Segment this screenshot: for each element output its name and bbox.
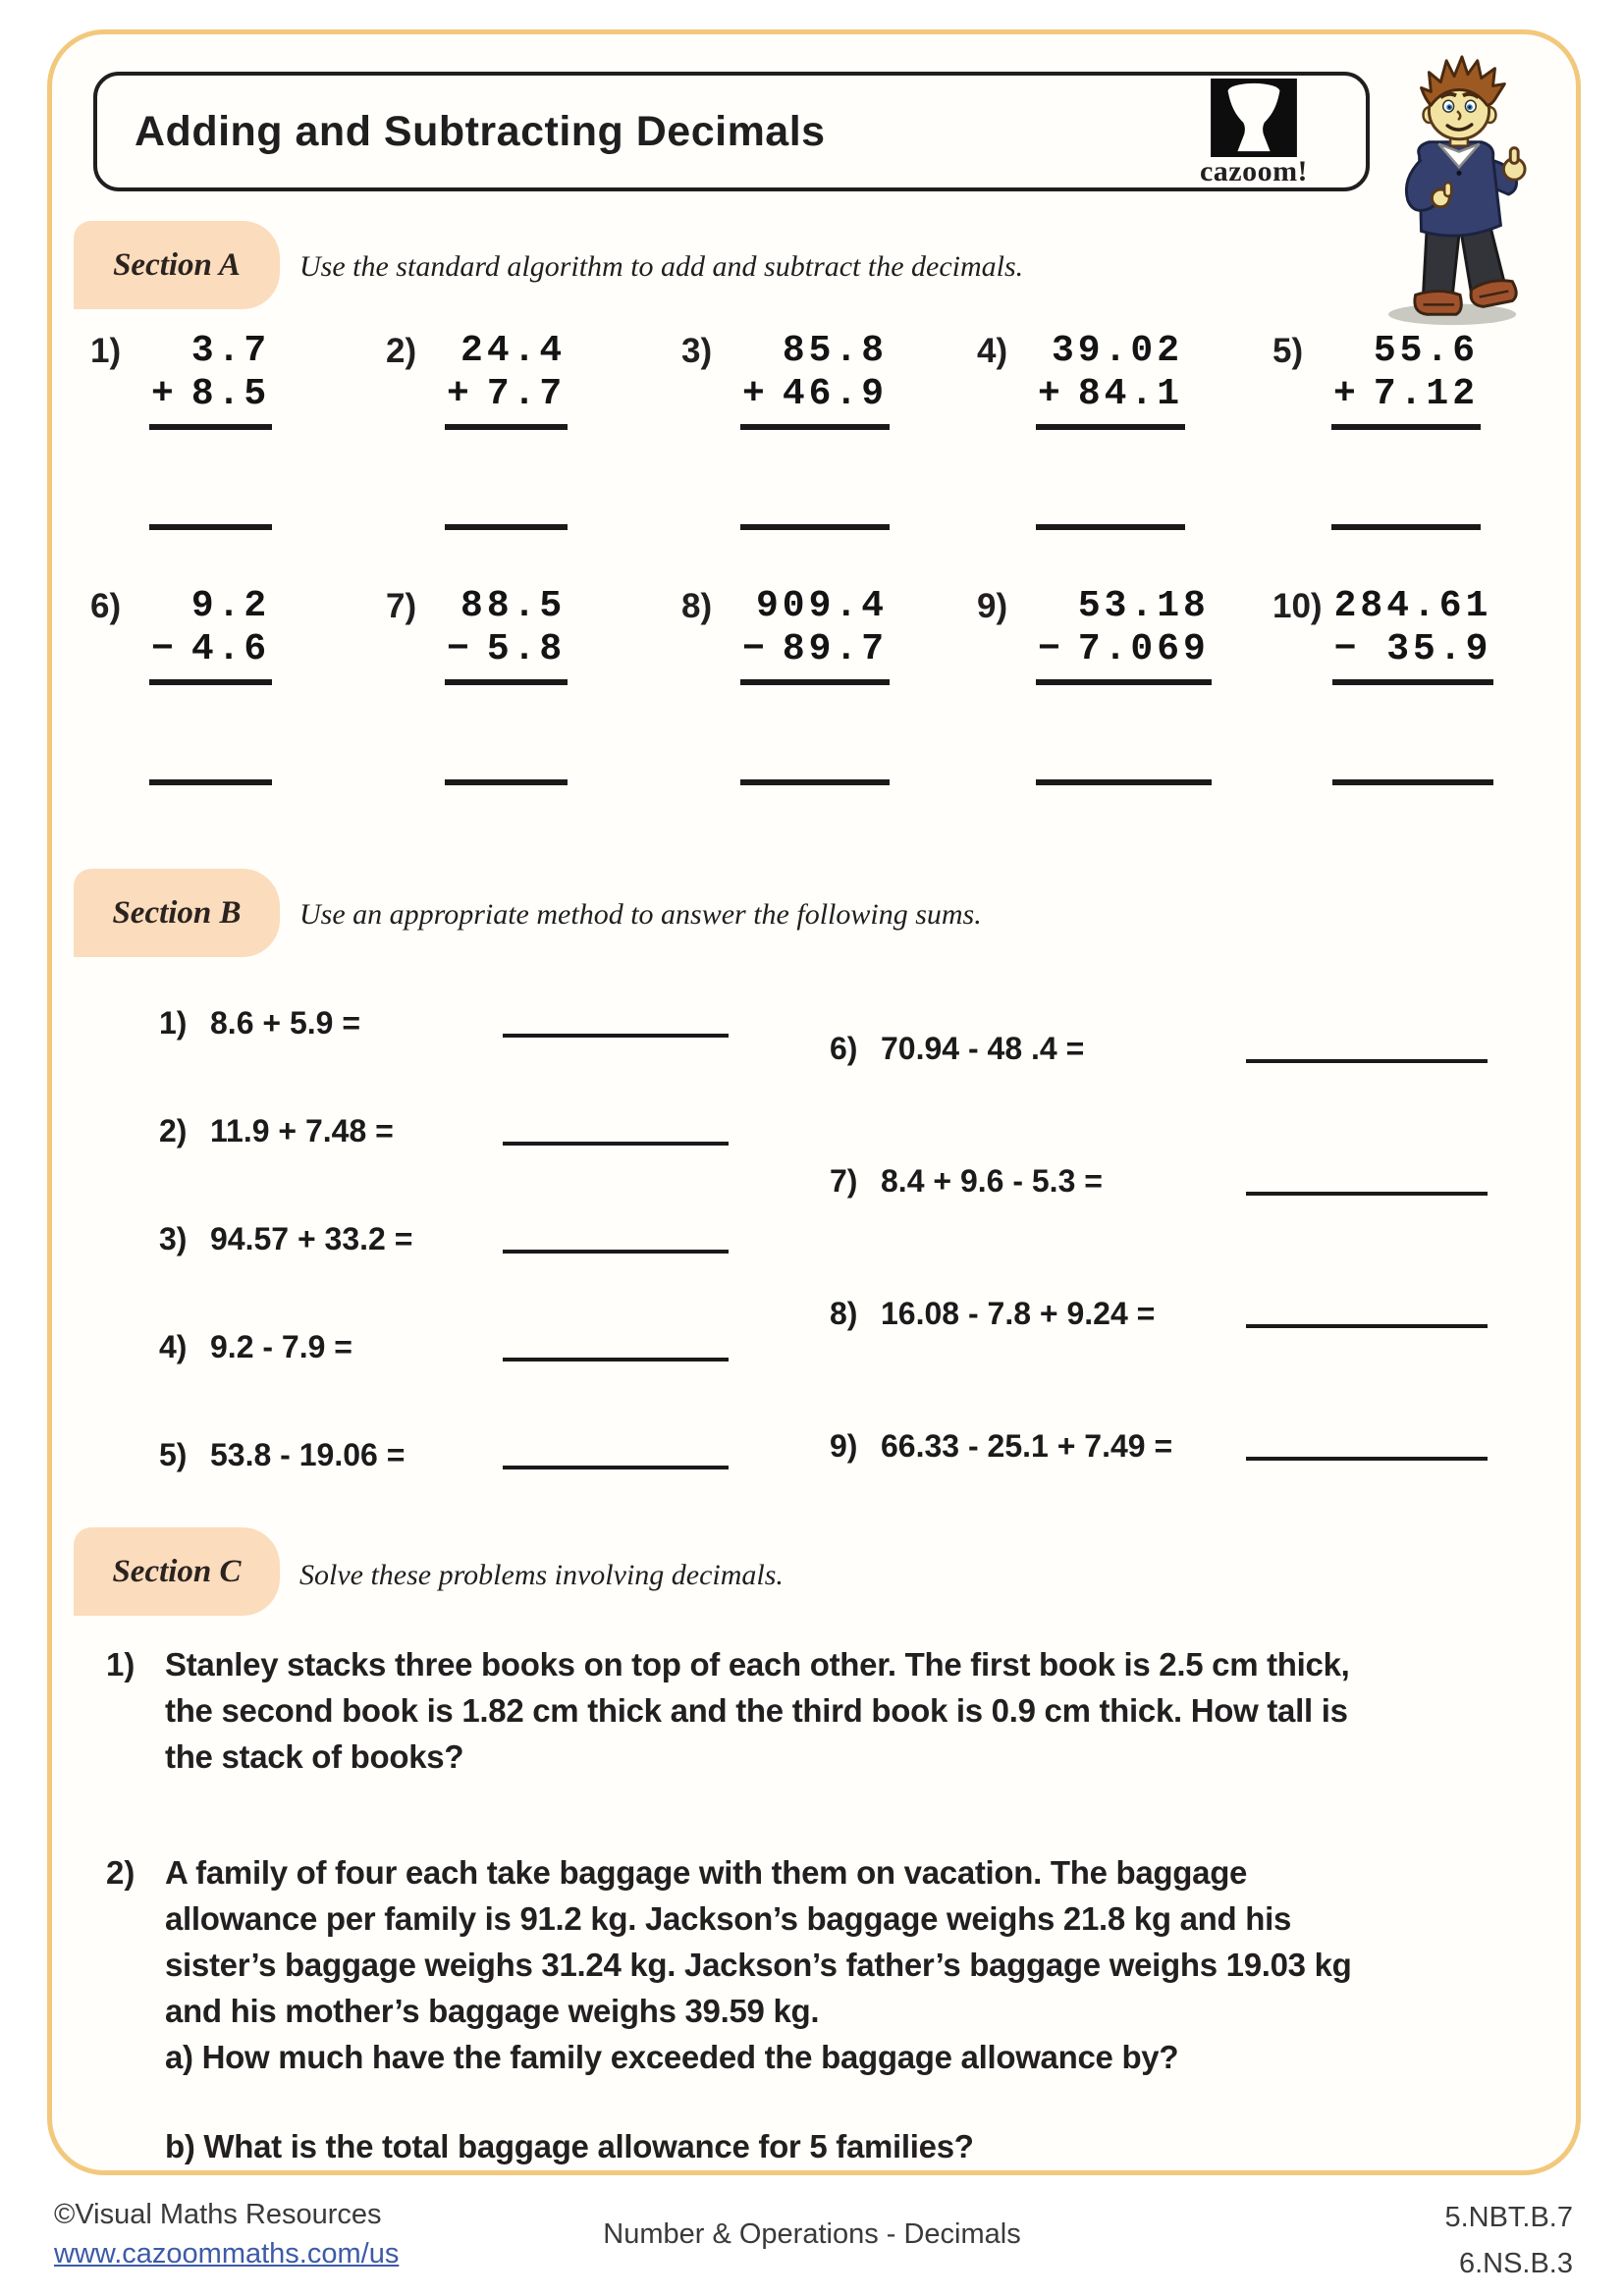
section-c-label: Section C [74, 1527, 280, 1616]
answer-line [503, 1034, 729, 1038]
word-problem-1 [106, 1641, 1567, 1780]
answer-line [503, 1250, 729, 1254]
problem-number: 6) [830, 1031, 858, 1066]
vertical-problem [386, 330, 681, 530]
operator: + [447, 373, 473, 415]
answer-line [1036, 524, 1185, 530]
problem-operands [445, 330, 568, 430]
bottom-operand-row [1333, 373, 1479, 416]
text-line: Stanley stacks three books on top of each other. The first book is 2.5 cm thick, [165, 1646, 1350, 1682]
problem-work-area [740, 330, 890, 530]
problem-number: 4) [977, 332, 1008, 370]
problem-number: 2) [106, 1854, 135, 1891]
problem-number: 4) [159, 1329, 188, 1364]
standard-code: 6.NS.B.3 [1458, 2248, 1573, 2279]
answer-line [1331, 524, 1481, 530]
operator: − [447, 628, 473, 670]
problem-number: 9) [830, 1428, 858, 1464]
problem-number: 3) [159, 1221, 188, 1256]
bottom-operand-row [1038, 628, 1210, 671]
footer-link[interactable]: www.cazoommaths.com/us [54, 2238, 400, 2269]
vertical-problem [386, 585, 681, 785]
problem-operands [149, 330, 272, 430]
vertical-problem [1272, 585, 1568, 785]
top-operand: 53.18 [1077, 585, 1210, 627]
section-b-left-column [159, 1003, 729, 1474]
text-line: A family of four each take baggage with them on vacation. The baggage [165, 1854, 1248, 1891]
section-a-row-2 [90, 585, 1583, 785]
sub-question: b) What is the total baggage allowance for 5 families? [165, 2128, 974, 2164]
expression: 8.6 + 5.9 = [210, 1005, 361, 1041]
expression: 66.33 - 25.1 + 7.49 = [881, 1428, 1173, 1464]
answer-line [503, 1466, 729, 1469]
answer-line [740, 524, 890, 530]
text-line: and his mother’s baggage weighs 39.59 kg. [165, 1993, 820, 2029]
worksheet-header [93, 72, 1370, 191]
problem-number: 1) [90, 332, 122, 370]
problem-operands [740, 330, 890, 430]
top-operand: 284.61 [1333, 585, 1492, 627]
section-a-label: Section A [74, 221, 280, 309]
text-line: allowance per family is 91.2 kg. Jackson’s baggage weighs 21.8 kg and his [165, 1900, 1292, 1937]
bottom-operand: 7.12 [1373, 373, 1480, 415]
bottom-operand: 5.8 [486, 628, 567, 670]
bottom-operand-row [1334, 628, 1492, 671]
problem-operands [1331, 330, 1481, 430]
vertical-problem [977, 585, 1272, 785]
answer-line [503, 1358, 729, 1362]
problem-number: 8) [830, 1296, 858, 1331]
sum-item [159, 1435, 729, 1474]
expression: 53.8 - 19.06 = [210, 1437, 406, 1472]
problem-work-area [1036, 330, 1185, 530]
problem-work-area [1331, 330, 1481, 530]
operator: + [742, 373, 769, 415]
bottom-operand-row [151, 373, 270, 416]
expression: 11.9 + 7.48 = [210, 1113, 394, 1148]
cazoom-logo [1179, 79, 1328, 188]
problem-work-area [1036, 585, 1212, 785]
answer-line [1036, 779, 1212, 785]
operator: − [742, 628, 769, 670]
expression: 70.94 - 48 .4 = [881, 1031, 1085, 1066]
problem-operands [1332, 585, 1494, 685]
top-operand: 85.8 [782, 330, 889, 372]
problem-number: 1) [159, 1005, 188, 1041]
answer-line [1246, 1059, 1488, 1063]
word-problem-2 [106, 1849, 1567, 2169]
section-b-label: Section B [74, 869, 280, 957]
sum-item [159, 1111, 729, 1150]
word-problem-text [165, 1641, 1350, 1780]
section-b-instruction: Use an appropriate method to answer the following sums. [299, 898, 982, 931]
bottom-operand: 84.1 [1077, 373, 1184, 415]
bottom-operand-row [742, 628, 888, 671]
problem-operands [445, 585, 568, 685]
word-problem-text [165, 1849, 1352, 2169]
operator: − [151, 628, 178, 670]
text-line: sister’s baggage weighs 31.24 kg. Jackson’s father’s baggage weighs 19.03 kg [165, 1947, 1352, 1983]
answer-line [503, 1142, 729, 1146]
section-a-instruction: Use the standard algorithm to add and subtract the decimals. [299, 250, 1024, 283]
bottom-operand: 7.7 [486, 373, 567, 415]
bottom-operand-row [1038, 373, 1183, 416]
text-line: the second book is 1.82 cm thick and the third book is 0.9 cm thick. How tall is [165, 1692, 1348, 1729]
sum-item [830, 1029, 1488, 1068]
section-b-right-column [830, 1029, 1488, 1466]
problem-number: 9) [977, 587, 1008, 625]
problem-operands [1036, 585, 1212, 685]
expression: 16.08 - 7.8 + 9.24 = [881, 1296, 1156, 1331]
answer-line [1246, 1192, 1488, 1196]
vertical-problem [90, 330, 386, 530]
page-title: Adding and Subtracting Decimals [135, 107, 826, 155]
problem-number: 5) [159, 1437, 188, 1472]
problem-work-area [740, 585, 890, 785]
answer-line [1332, 779, 1494, 785]
problem-operands [1036, 330, 1185, 430]
vertical-problem [1272, 330, 1568, 530]
problem-number: 5) [1272, 332, 1304, 370]
problem-number: 8) [681, 587, 713, 625]
operator: + [1333, 373, 1360, 415]
problem-number: 2) [386, 332, 417, 370]
vertical-problem [681, 330, 977, 530]
problem-work-area [149, 585, 272, 785]
top-operand: 909.4 [756, 585, 889, 627]
copyright-text: ©Visual Maths Resources [54, 2199, 382, 2230]
sum-item [830, 1161, 1488, 1201]
bottom-operand-row [447, 373, 566, 416]
expression: 8.4 + 9.6 - 5.3 = [881, 1163, 1103, 1199]
operator: − [1333, 628, 1361, 670]
top-operand: 88.5 [460, 585, 567, 627]
answer-line [445, 524, 568, 530]
expression: 94.57 + 33.2 = [210, 1221, 413, 1256]
footer-topic: Number & Operations - Decimals [603, 2218, 1021, 2250]
answer-line [149, 779, 272, 785]
vertical-problem [681, 585, 977, 785]
problem-work-area [149, 330, 272, 530]
top-operand: 9.2 [190, 585, 271, 627]
standard-code: 5.NBT.B.7 [1444, 2202, 1573, 2233]
top-operand: 24.4 [460, 330, 567, 372]
problem-operands [740, 585, 890, 685]
sum-item [159, 1327, 729, 1366]
mascot-boy-thumbs-up-icon [1367, 51, 1551, 332]
answer-line [445, 779, 568, 785]
djembe-drum-icon [1211, 79, 1297, 157]
problem-work-area [445, 585, 568, 785]
footer-standards [1444, 2195, 1573, 2287]
top-operand: 55.6 [1373, 330, 1480, 372]
sum-item [159, 1003, 729, 1042]
problem-work-area [1332, 585, 1494, 785]
section-c-instruction: Solve these problems involving decimals. [299, 1559, 784, 1591]
sum-item [830, 1426, 1488, 1466]
top-operand: 39.02 [1052, 330, 1184, 372]
bottom-operand: 7.069 [1077, 628, 1210, 670]
bottom-operand-row [151, 628, 270, 671]
bottom-operand: 35.9 [1386, 628, 1492, 670]
sum-item [830, 1294, 1488, 1333]
problem-number: 7) [386, 587, 417, 625]
sum-item [159, 1219, 729, 1258]
problem-number: 6) [90, 587, 122, 625]
bottom-operand: 8.5 [190, 373, 271, 415]
logo-text: cazoom! [1199, 155, 1309, 187]
section-a-row-1 [90, 330, 1583, 530]
bottom-operand-row [447, 628, 566, 671]
bottom-operand: 89.7 [782, 628, 889, 670]
answer-line [740, 779, 890, 785]
vertical-problem [90, 585, 386, 785]
sub-question: a) How much have the family exceeded the baggage allowance by? [165, 2039, 1179, 2075]
vertical-problem [977, 330, 1272, 530]
operator: + [151, 373, 178, 415]
bottom-operand: 46.9 [782, 373, 889, 415]
problem-number: 10) [1272, 587, 1323, 625]
problem-number: 1) [106, 1646, 135, 1682]
text-line: the stack of books? [165, 1738, 464, 1775]
problem-number: 3) [681, 332, 713, 370]
answer-line [1246, 1457, 1488, 1461]
operator: − [1038, 628, 1064, 670]
problem-number: 2) [159, 1113, 188, 1148]
bottom-operand: 4.6 [190, 628, 271, 670]
answer-line [149, 524, 272, 530]
answer-line [1246, 1324, 1488, 1328]
problem-number: 7) [830, 1163, 858, 1199]
problem-operands [149, 585, 272, 685]
bottom-operand-row [742, 373, 888, 416]
expression: 9.2 - 7.9 = [210, 1329, 352, 1364]
problem-work-area [445, 330, 568, 530]
operator: + [1038, 373, 1064, 415]
top-operand: 3.7 [190, 330, 271, 372]
